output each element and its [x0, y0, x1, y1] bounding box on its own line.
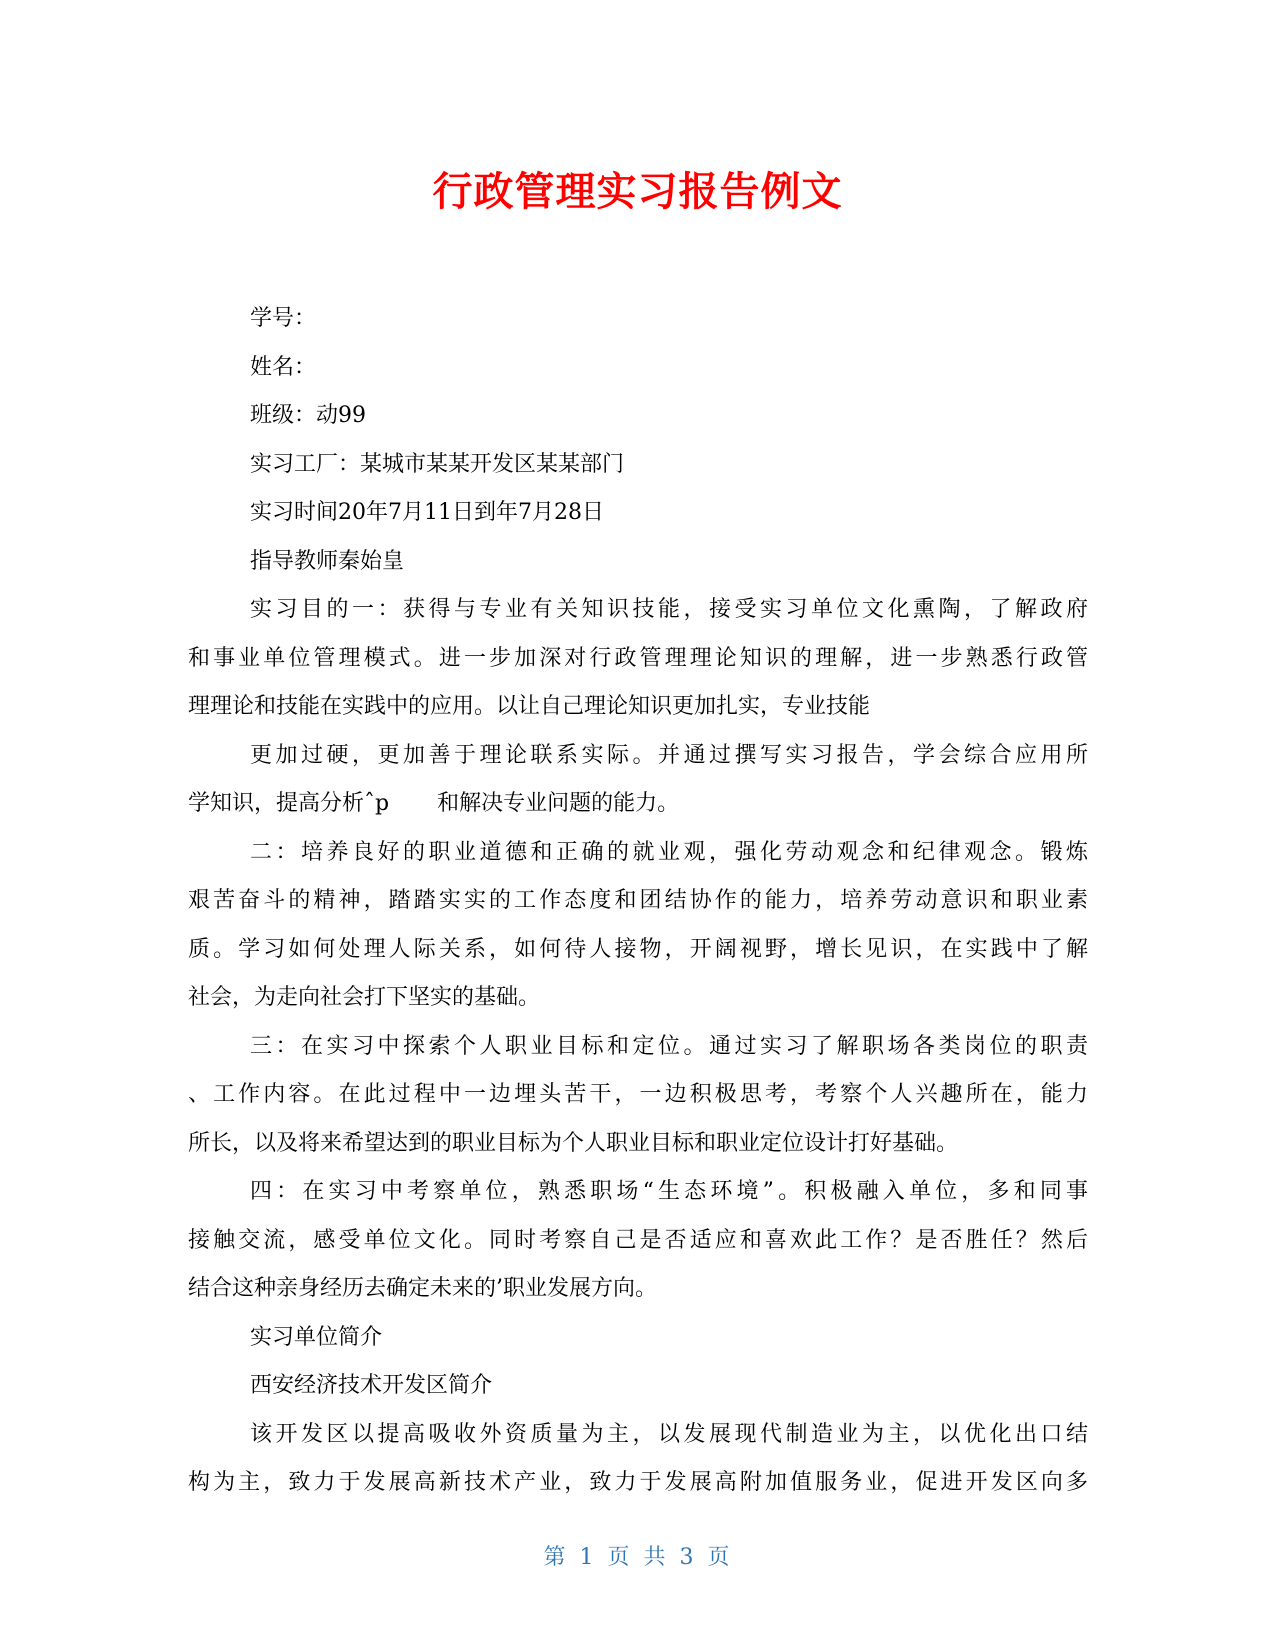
page-footer [0, 1540, 1275, 1571]
paragraph-line: 接触交流，感受单位文化。同时考察自己是否适应和喜欢此工作？是否胜任？然后 [188, 1227, 1088, 1253]
paragraph-line: 三：在实习中探索个人职业目标和定位。通过实习了解职场各类岗位的职责 [250, 1033, 1088, 1059]
paragraph-line: 该开发区以提高吸收外资质量为主，以发展现代制造业为主，以优化出口结 [250, 1421, 1088, 1447]
section-heading: 实习单位简介 [250, 1324, 383, 1350]
document-body [188, 295, 1088, 1508]
paragraph-line: 艰苦奋斗的精神，踏踏实实的工作态度和团结协作的能力，培养劳动意识和职业素 [188, 888, 1088, 913]
paragraph-line: 构为主，致力于发展高新技术产业，致力于发展高附加值服务业，促进开发区向多 [188, 1470, 1088, 1495]
footer-page-label: 第 [543, 1545, 568, 1570]
student-id-line: 学号： [250, 306, 317, 331]
class-line: 班级：动99 [250, 403, 366, 428]
paragraph-line: 、工作内容。在此过程中一边埋头苦干，一边积极思考，考察个人兴趣所在，能力 [188, 1082, 1088, 1107]
paragraph-line: 结合这种亲身经历去确定未来的’职业发展方向。 [188, 1276, 657, 1301]
instructor-line: 指导教师秦始皇 [250, 548, 405, 574]
paragraph-line: 理理论和技能在实践中的应用。以让自己理论知识更加扎实，专业技能 [188, 694, 871, 719]
footer-page-unit: 页 [607, 1545, 632, 1570]
footer-total-pages: 3 [679, 1545, 696, 1570]
footer-current-page: 1 [579, 1545, 596, 1570]
student-name-line: 姓名： [250, 354, 317, 380]
paragraph-line [188, 780, 1088, 829]
footer-total-label: 共 [643, 1545, 668, 1570]
document-title: 行政管理实习报告例文 [432, 169, 843, 215]
paragraph-fragment: 和解决专业问题的能力。 [437, 791, 680, 816]
paragraph-line: 社会，为走向社会打下坚实的基础。 [188, 985, 541, 1010]
paragraph-line: 和事业单位管理模式。进一步加深对行政管理理论知识的理解，进一步熟悉行政管 [188, 645, 1088, 671]
paragraph-line: 质。学习如何处理人际关系，如何待人接物，开阔视野，增长见识，在实践中了解 [188, 936, 1088, 962]
section-subheading: 西安经济技术开发区简介 [250, 1373, 493, 1398]
paragraph-line: 四：在实习中考察单位，熟悉职场“生态环境”。积极融入单位，多和同事 [250, 1179, 1088, 1204]
paragraph-fragment: 学知识，提高分析ˆp [188, 791, 390, 816]
paragraph-line: 所长，以及将来希望达到的职业目标为个人职业目标和职业定位设计打好基础。 [188, 1130, 959, 1156]
internship-factory-line: 实习工厂：某城市某某开发区某某部门 [250, 451, 625, 477]
paragraph-line: 更加过硬，更加善于理论联系实际。并通过撰写实习报告，学会综合应用所 [250, 742, 1088, 768]
paragraph-line: 二：培养良好的职业道德和正确的就业观，强化劳动观念和纪律观念。锻炼 [250, 839, 1088, 865]
internship-time-line: 实习时间20年7月11日到年7月28日 [250, 500, 604, 525]
footer-total-unit: 页 [707, 1545, 732, 1570]
paragraph-line: 实习目的一：获得与专业有关知识技能，接受实习单位文化熏陶，了解政府 [250, 597, 1088, 622]
